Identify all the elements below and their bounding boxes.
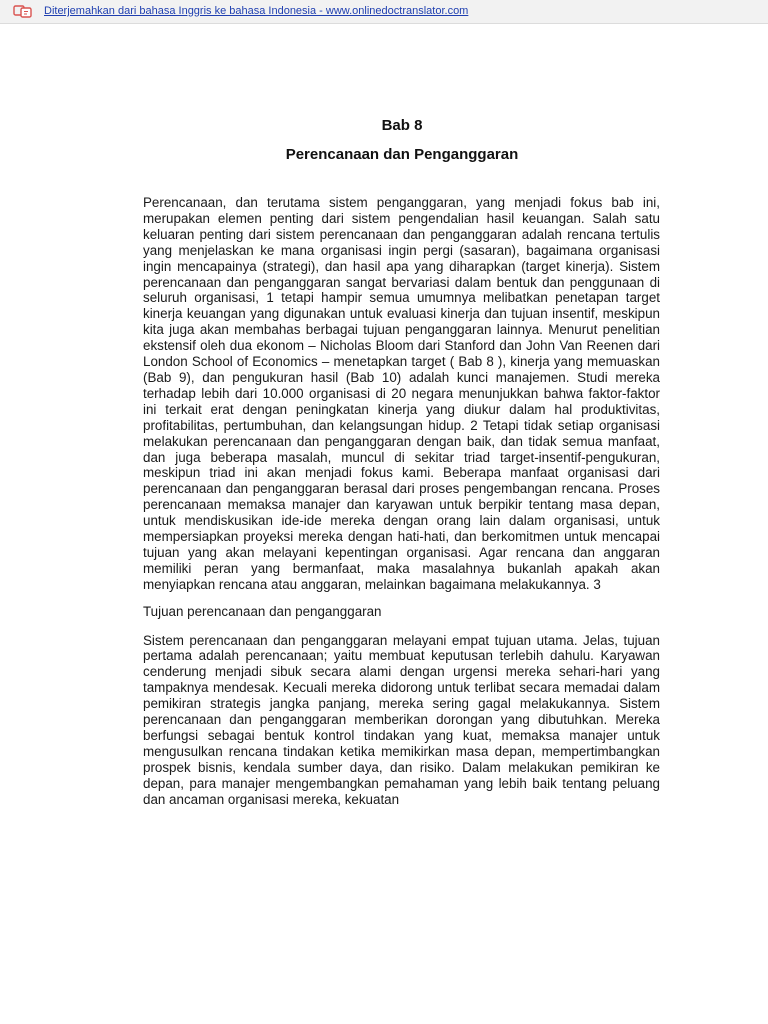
translator-link[interactable]: Diterjemahkan dari bahasa Inggris ke bahasa Indonesia - www.onlinedoctranslator.com [44, 5, 469, 17]
translator-banner [0, 0, 768, 24]
section-heading: Tujuan perencanaan dan penganggaran [143, 603, 382, 619]
chapter-title: Perencanaan dan Penganggaran [285, 146, 519, 163]
body-paragraph-1: Perencanaan, dan terutama sistem penganggaran, yang menjadi fokus bab ini, merupakan elemen penting dari sistem pengendalian hasil keuangan. Salah satu keluaran penting dari sistem perencanaan dan penganggaran adalah rencana tertulis yang menjelaskan ke mana organisasi ingin pergi (sasaran), bagaimana organisasi ingin mencapainya (strategi), dan hasil apa yang diharapkan (target kinerja). Sistem perencanaan dan penganggaran sangat bervariasi dalam bentuk dan penggunaan di seluruh organisasi, 1 tetapi hampir semua umumnya melibatkan penetapan target kinerja keuangan yang digunakan untuk evaluasi kinerja dan tujuan insentif, meskipun kita juga akan membahas berbagai tujuan penganggaran lainnya. Menurut penelitian ekstensif oleh dua ekonom – Nicholas Bloom dari Stanford dan John Van Reenen dari London School of Economics – menetapkan target ( Bab 8 ), kinerja yang memuaskan (Bab 9), dan pengukuran hasil (Bab 10) adalah kunci manajemen. Studi mereka terhadap lebih dari 10.000 organisasi di 20 negara menunjukkan bahwa faktor-faktor ini terkait erat dengan peningkatan kinerja yang diukur dalam hal produktivitas, profitabilitas, pertumbuhan, dan kelangsungan hidup. 2 Tetapi tidak setiap organisasi melakukan perencanaan dan penganggaran dengan baik, dan tidak semua manfaat, dan juga beberapa masalah, muncul di sekitar triad target-insentif-pengukuran, meskipun triad ini akan menjadi fokus kami. Beberapa manfaat organisasi dari perencanaan dan penganggaran berasal dari proses pengembangan rencana. Proses perencanaan memaksa manajer dan karyawan untuk berpikir tentang masa depan, untuk mendiskusikan ide-ide mereka dengan orang lain dalam organisasi, untuk mempersiapkan proyeksi mereka dengan hati-hati, dan berkomitmen untuk mencapai tujuan yang akan melayani kepentingan organisasi. Agar rencana dan anggaran memiliki peran yang bermanfaat, maka masalahnya bukanlah apakah akan menyiapkan rencana atau anggaran, melainkan bagaimana melakukannya. 3 [143, 195, 660, 592]
body-paragraph-2: Sistem perencanaan dan penganggaran melayani empat tujuan utama. Jelas, tujuan pertama adalah perencanaan; yaitu membuat keputusan terlebih dahulu. Karyawan cenderung menjadi sibuk secara alami dengan urgensi mereka sehari-hari yang tampaknya mendesak. Kecuali mereka didorong untuk terlibat secara memadai dalam pemikiran strategis jangka panjang, mereka sering gagal melakukannya. Sistem perencanaan dan penganggaran memberikan dorongan yang dibutuhkan. Mereka berfungsi sebagai bentuk kontrol tindakan yang kuat, memaksa manajer untuk mengusulkan rencana tindakan ketika memikirkan masa depan, mempertimbangkan prospek bisnis, kendala sumber daya, dan risiko. Dalam melakukan pemikiran ke depan, para manajer mengembangkan pemahaman yang lebih baik tentang peluang dan ancaman organisasi mereka, kekuatan [143, 632, 660, 807]
translator-logo-icon [13, 4, 33, 18]
chapter-number: Bab 8 [381, 117, 423, 134]
document-body [143, 195, 660, 808]
